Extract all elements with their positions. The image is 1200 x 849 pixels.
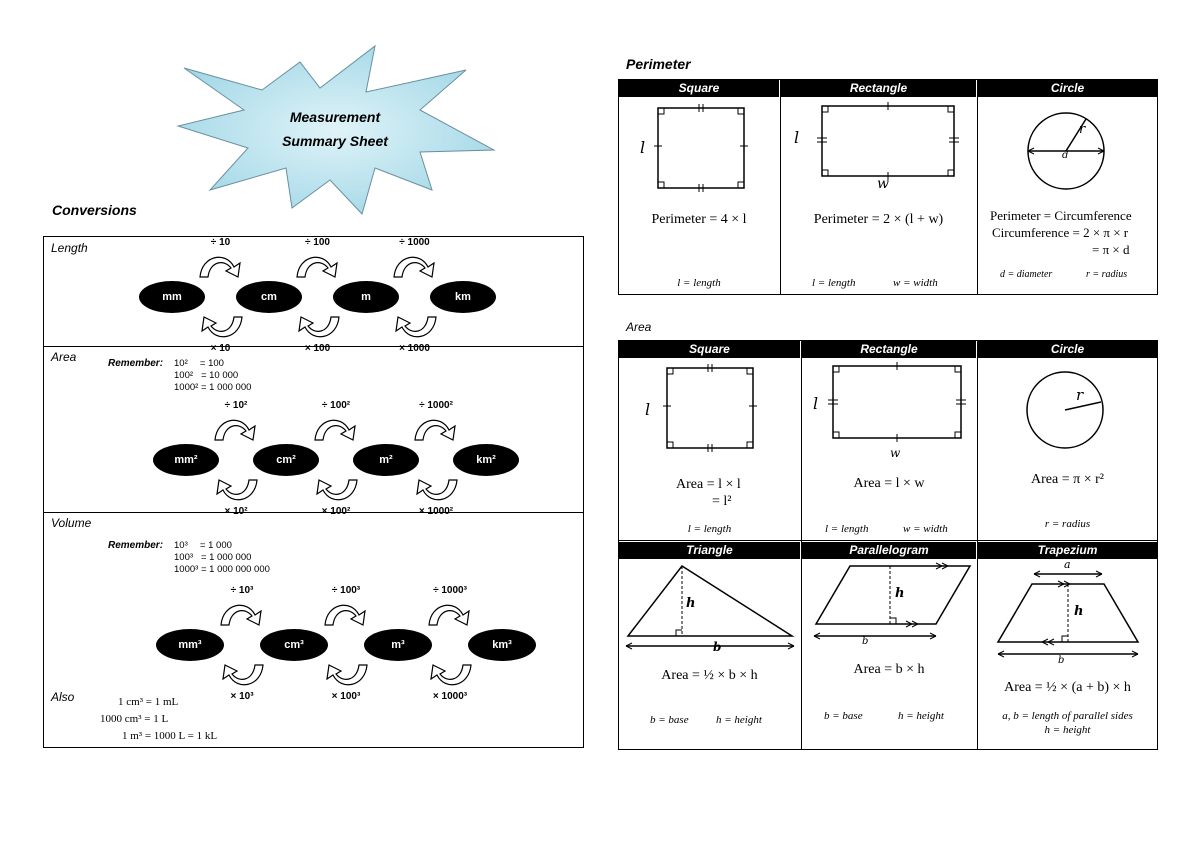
length-multiply-label-0: × 10 bbox=[210, 343, 231, 354]
volume-unit-0: mm³ bbox=[156, 629, 224, 661]
area-circle-diagram bbox=[1015, 368, 1115, 458]
perimeter-rectangle-note-2: w = width bbox=[893, 277, 938, 289]
also-label: Also bbox=[51, 690, 75, 704]
area-trapezium-a-label: a bbox=[1064, 558, 1071, 571]
area-parallelogram-b-label: b bbox=[862, 636, 869, 647]
length-multiply-arrow-2 bbox=[390, 315, 440, 345]
conversions-title: Conversions bbox=[52, 202, 137, 218]
area-power-1: 10² = 100 bbox=[174, 358, 224, 369]
length-unit-1: cm bbox=[236, 281, 302, 313]
volume-divide-label-0: ÷ 10³ bbox=[230, 585, 254, 596]
area-trapezium-diagram bbox=[994, 562, 1144, 662]
area-circle-note: r = radius bbox=[1044, 518, 1091, 530]
length-label: Length bbox=[51, 241, 88, 255]
perimeter-circle-header: Circle bbox=[978, 80, 1157, 97]
length-divide-arrow-2 bbox=[390, 249, 440, 279]
area-divide-arrow-0 bbox=[211, 412, 261, 442]
volume-divide-arrow-2 bbox=[425, 597, 475, 627]
area-divide-label-2: ÷ 1000² bbox=[419, 400, 453, 411]
area-trapezium-note-2: h = height bbox=[1044, 724, 1091, 736]
volume-power-2: 100³ = 1 000 000 bbox=[174, 552, 252, 563]
perimeter-square-header: Square bbox=[619, 80, 779, 97]
length-divide-label-2: ÷ 1000 bbox=[399, 237, 430, 248]
perimeter-square-diagram bbox=[636, 100, 756, 200]
area-multiply-label-0: × 10² bbox=[224, 506, 248, 517]
area-circle-header: Circle bbox=[978, 341, 1157, 358]
length-multiply-arrow-0 bbox=[196, 315, 246, 345]
volume-divide-label-2: ÷ 1000³ bbox=[433, 585, 467, 596]
length-multiply-label-2: × 1000 bbox=[399, 343, 430, 354]
perimeter-circle-formula-3: = π × d bbox=[1092, 242, 1130, 257]
volume-divide-label-1: ÷ 100³ bbox=[331, 585, 361, 596]
area-unit-0: mm² bbox=[153, 444, 219, 476]
area-parallelogram-note-1: b = base bbox=[824, 710, 863, 722]
volume-unit-3: km³ bbox=[468, 629, 536, 661]
area-trapezium-header: Trapezium bbox=[978, 542, 1157, 559]
volume-multiply-arrow-1 bbox=[321, 663, 371, 693]
area-square-formula-1: Area = l × l bbox=[676, 477, 741, 492]
perimeter-circle-diagram bbox=[1020, 106, 1120, 196]
volume-multiply-label-0: × 10³ bbox=[230, 691, 254, 702]
volume-power-3: 1000³ = 1 000 000 000 bbox=[174, 564, 270, 575]
volume-multiply-arrow-0 bbox=[217, 663, 267, 693]
star-title-line2: Summary Sheet bbox=[282, 133, 388, 149]
also-line-2: 1000 cm³ = 1 L bbox=[100, 713, 169, 725]
length-unit-3: km bbox=[430, 281, 496, 313]
area-power-3: 1000² = 1 000 000 bbox=[174, 382, 252, 393]
also-line-3: 1 m³ = 1000 L = 1 kL bbox=[122, 730, 218, 742]
perimeter-square-note: l = length bbox=[677, 277, 721, 289]
area-parallelogram-formula: Area = b × h bbox=[853, 662, 925, 677]
area-rectangle-note-2: w = width bbox=[903, 523, 948, 535]
volume-multiply-label-2: × 1000³ bbox=[432, 691, 468, 702]
area-divide-arrow-2 bbox=[411, 412, 461, 442]
perimeter-circle-r-label: r bbox=[1079, 122, 1086, 137]
star-title-line1: Measurement bbox=[289, 109, 381, 125]
length-multiply-arrow-1 bbox=[293, 315, 343, 345]
perimeter-square-side-label: l bbox=[640, 138, 646, 157]
also-line-1: 1 cm³ = 1 mL bbox=[118, 696, 179, 708]
area-rectangle-header: Rectangle bbox=[802, 341, 976, 358]
volume-multiply-arrow-2 bbox=[425, 663, 475, 693]
perimeter-circle-d-label: d bbox=[1062, 150, 1069, 161]
area-divide-arrow-1 bbox=[311, 412, 361, 442]
area-multiply-arrow-0 bbox=[211, 478, 261, 508]
area-conv-label: Area bbox=[51, 350, 77, 364]
area-parallelogram-h-label: h bbox=[895, 586, 905, 601]
area-triangle-diagram bbox=[622, 560, 798, 660]
area-rectangle-side-label: l bbox=[813, 394, 819, 413]
area-trapezium-h-label: h bbox=[1074, 604, 1084, 619]
area-parallelogram-note-2: h = height bbox=[898, 710, 944, 722]
perimeter-rectangle-header: Rectangle bbox=[781, 80, 976, 97]
area-unit-1: cm² bbox=[253, 444, 319, 476]
area-triangle-note-2: h = height bbox=[716, 714, 762, 726]
area-rectangle-width-label: w bbox=[890, 446, 901, 460]
area-trapezium-b-label: b bbox=[1058, 655, 1065, 666]
star-title bbox=[255, 105, 415, 153]
perimeter-title: Perimeter bbox=[626, 56, 691, 72]
area-square-side-label: l bbox=[645, 400, 651, 419]
area-circle-formula: Area = π × r² bbox=[1031, 472, 1104, 487]
length-multiply-label-1: × 100 bbox=[304, 343, 331, 354]
area-triangle-note-1: b = base bbox=[650, 714, 689, 726]
perimeter-rectangle-formula: Perimeter = 2 × (l + w) bbox=[813, 212, 944, 227]
area-square-note: l = length bbox=[687, 523, 732, 535]
length-unit-0: mm bbox=[139, 281, 205, 313]
area-remember-label: Remember: bbox=[108, 358, 164, 369]
area-rectangle-note-1: l = length bbox=[825, 523, 869, 535]
length-divide-arrow-0 bbox=[196, 249, 246, 279]
area-divide-label-0: ÷ 10² bbox=[224, 400, 248, 411]
volume-label: Volume bbox=[51, 516, 92, 530]
area-unit-3: km² bbox=[453, 444, 519, 476]
volume-divide-arrow-0 bbox=[217, 597, 267, 627]
perimeter-circle-note-1: d = diameter bbox=[1000, 269, 1053, 280]
perimeter-rectangle-side-label: l bbox=[794, 128, 800, 147]
area-multiply-label-2: × 1000² bbox=[418, 506, 454, 517]
area-trapezium-formula: Area = ½ × (a + b) × h bbox=[1004, 680, 1131, 695]
area-circle-r-label: r bbox=[1076, 386, 1084, 404]
area-power-2: 100² = 10 000 bbox=[174, 370, 239, 381]
area-trapezium-note-1: a, b = length of parallel sides bbox=[1002, 710, 1133, 722]
perimeter-circle-note-2: r = radius bbox=[1086, 269, 1128, 280]
perimeter-circle-formula-2: Circumference = 2 × π × r bbox=[992, 225, 1129, 240]
area-multiply-arrow-2 bbox=[411, 478, 461, 508]
perimeter-square-formula: Perimeter = 4 × l bbox=[651, 212, 747, 227]
area-triangle-b-label: b bbox=[713, 640, 722, 654]
area-square-formula-2: = l² bbox=[712, 494, 732, 509]
volume-remember-label: Remember: bbox=[108, 540, 164, 551]
length-divide-arrow-1 bbox=[293, 249, 343, 279]
area-square-header: Square bbox=[619, 341, 800, 358]
length-divide-label-0: ÷ 10 bbox=[210, 237, 231, 248]
volume-divide-arrow-1 bbox=[321, 597, 371, 627]
volume-multiply-label-1: × 100³ bbox=[331, 691, 361, 702]
area-triangle-h-label: h bbox=[686, 596, 696, 611]
perimeter-rectangle-width-label: w bbox=[877, 176, 889, 192]
length-divide-label-1: ÷ 100 bbox=[305, 237, 330, 248]
volume-power-1: 10³ = 1 000 bbox=[174, 540, 232, 551]
volume-unit-2: m³ bbox=[364, 629, 432, 661]
area-rectangle-formula: Area = l × w bbox=[853, 476, 925, 491]
area-parallelogram-diagram bbox=[810, 560, 974, 650]
area-multiply-arrow-1 bbox=[311, 478, 361, 508]
area-rectangle-diagram bbox=[815, 360, 975, 450]
area-multiply-label-1: × 100² bbox=[321, 506, 351, 517]
area-unit-2: m² bbox=[353, 444, 419, 476]
area-divide-label-1: ÷ 100² bbox=[321, 400, 351, 411]
perimeter-circle-formula-1: Perimeter = Circumference bbox=[990, 208, 1132, 223]
perimeter-rectangle-note-1: l = length bbox=[812, 277, 856, 289]
area-triangle-header: Triangle bbox=[619, 542, 800, 559]
area-triangle-formula: Area = ½ × b × h bbox=[661, 668, 758, 683]
length-unit-2: m bbox=[333, 281, 399, 313]
area-title: Area bbox=[626, 320, 652, 334]
area-parallelogram-header: Parallelogram bbox=[802, 542, 976, 559]
area-square-diagram bbox=[645, 360, 765, 460]
volume-unit-1: cm³ bbox=[260, 629, 328, 661]
